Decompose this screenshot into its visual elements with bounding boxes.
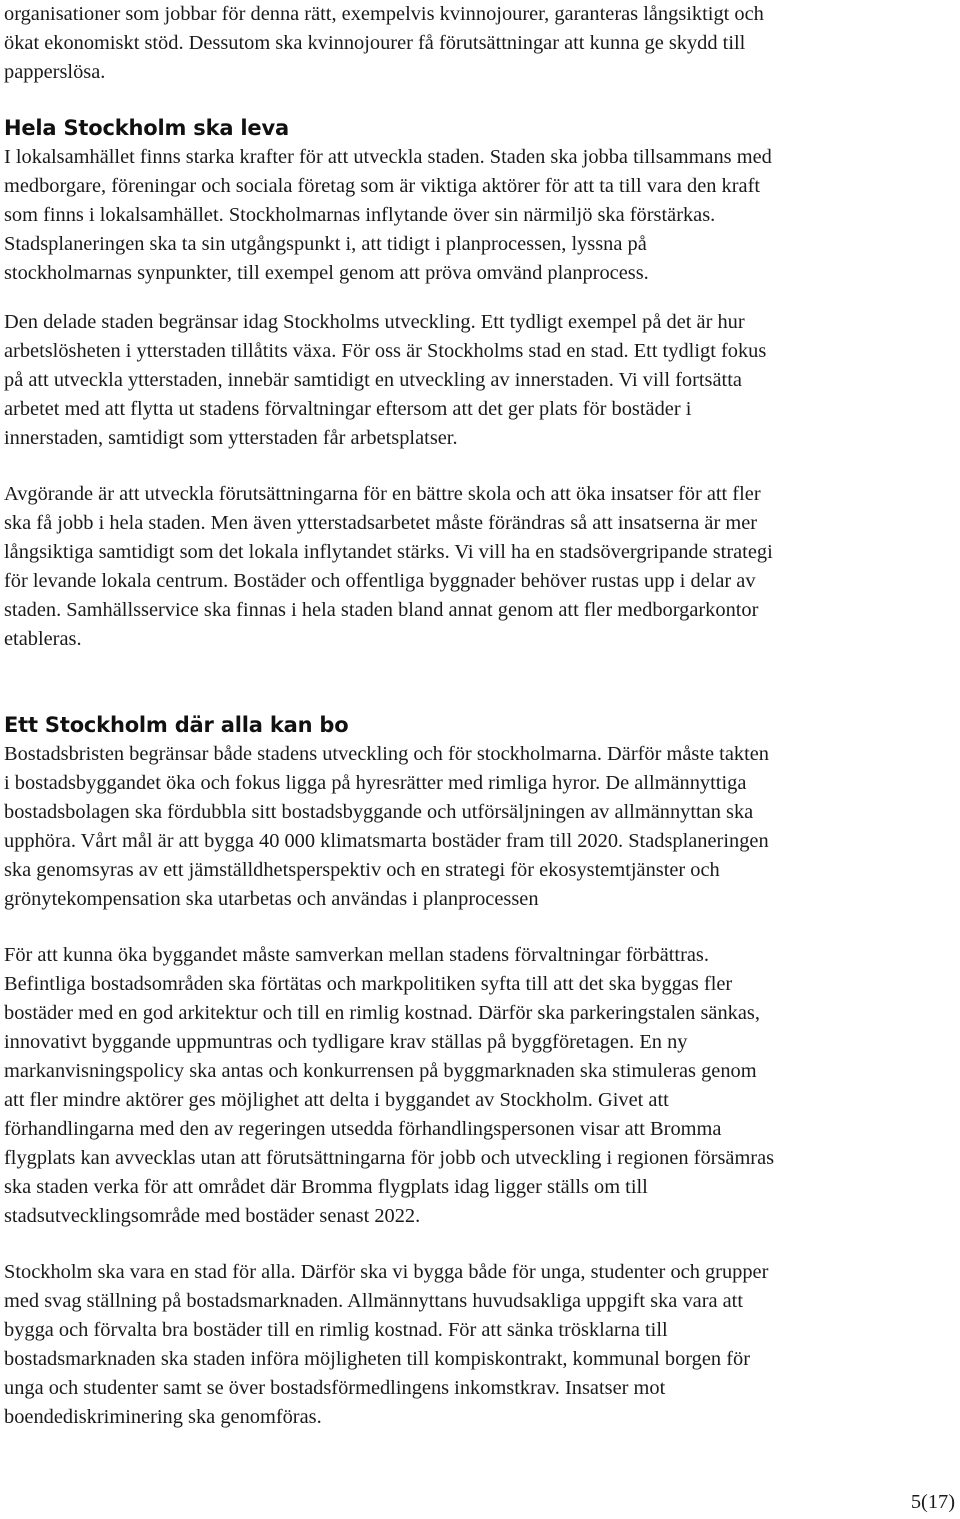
text-line: i bostadsbyggandet öka och fokus ligga på hyresrätter med rimliga hyror. De allmännyttiga: [4, 772, 747, 794]
text-line: bygga och förvalta bra bostäder till en rimlig kostnad. För att sänka trösklarna till: [4, 1319, 668, 1341]
text-line: organisationer som jobbar för denna rätt, exempelvis kvinnojourer, garanteras långsiktigt och: [4, 3, 764, 25]
heading-hela-stockholm: Hela Stockholm ska leva: [4, 116, 289, 140]
text-line: etableras.: [4, 628, 82, 650]
document-page: [4, 0, 960, 1432]
paragraph-spacer: [4, 288, 960, 308]
text-line: för levande lokala centrum. Bostäder och offentliga byggnader behöver rustas upp i delar av: [4, 570, 756, 592]
text-line: staden. Samhällsservice ska finnas i hela staden bland annat genom att fler medborgarkontor: [4, 599, 759, 621]
text-line: bostadsmarknaden ska staden införa möjligheten till kompiskontrakt, kommunal borgen för: [4, 1348, 751, 1370]
text-line: I lokalsamhället finns starka krafter för att utveckla staden. Staden ska jobba tillsammans med: [4, 146, 772, 168]
paragraph-stad-for-alla: [4, 1258, 960, 1432]
text-line: unga och studenter samt se över bostadsförmedlingens inkomstkrav. Insatser mot: [4, 1377, 666, 1399]
heading-ett-stockholm: Ett Stockholm där alla kan bo: [4, 713, 349, 737]
text-line: grönytekompensation ska utarbetas och användas i planprocessen: [4, 888, 539, 910]
text-line: flygplats kan avvecklas utan att förutsättningarna för jobb och utveckling i regionen försämras: [4, 1147, 775, 1169]
text-line: upphöra. Vårt mål är att bygga 40 000 klimatsmarta bostäder fram till 2020. Stadsplaneringen: [4, 830, 769, 852]
text-line: stockholmarnas synpunkter, till exempel genom att pröva omvänd planprocess.: [4, 262, 649, 284]
paragraph-spacer: [4, 1231, 960, 1258]
text-line: ska få jobb i hela staden. Men även ytterstadsarbetet måste förändras så att insatserna är mer: [4, 512, 758, 534]
text-line: boendediskriminering ska genomföras.: [4, 1406, 322, 1428]
text-line: Befintliga bostadsområden ska förtätas och markpolitiken syfta till att det ska byggas fler: [4, 973, 733, 995]
text-line: arbetslösheten i ytterstaden tillåtits växa. För oss är Stockholms stad en stad. Ett tydligt fokus: [4, 340, 767, 362]
text-line: på att utveckla ytterstaden, innebär samtidigt en utveckling av innerstaden. Vi vill fortsätta: [4, 369, 742, 391]
paragraph-bostadsbristen: [4, 740, 960, 914]
text-line: ska staden verka för att området där Bromma flygplats idag ligger ställs om till: [4, 1176, 648, 1198]
text-line: långsiktiga samtidigt som det lokala inflytandet stärks. Vi vill ha en stadsövergripande strategi: [4, 541, 773, 563]
text-line: papperslösa.: [4, 61, 106, 83]
text-line: att fler mindre aktörer ges möjlighet att delta i byggandet av Stockholm. Givet att: [4, 1089, 669, 1111]
intro-paragraph: [4, 0, 960, 87]
text-line: Bostadsbristen begränsar både stadens utveckling och för stockholmarna. Därför måste takten: [4, 743, 769, 765]
paragraph-spacer: [4, 654, 960, 711]
paragraph-spacer: [4, 87, 960, 114]
paragraph-delade-staden: [4, 308, 960, 453]
text-line: innerstaden, samtidigt som ytterstaden får arbetsplatser.: [4, 427, 458, 449]
text-line: ökat ekonomiskt stöd. Dessutom ska kvinnojourer få förutsättningar att kunna ge skydd till: [4, 32, 746, 54]
text-line: markanvisningspolicy ska antas och konkurrensen på byggmarknaden ska stimuleras genom: [4, 1060, 757, 1082]
text-line: förhandlingarna med den av regeringen utsedda förhandlingspersonen visar att Bromma: [4, 1118, 722, 1140]
text-line: Den delade staden begränsar idag Stockholms utveckling. Ett tydligt exempel på det är hur: [4, 311, 745, 333]
paragraph-spacer: [4, 453, 960, 480]
paragraph-avgorande: [4, 480, 960, 654]
text-line: arbetet med att flytta ut stadens förvaltningar eftersom att det ger plats för bostäder i: [4, 398, 692, 420]
text-line: För att kunna öka byggandet måste samverkan mellan stadens förvaltningar förbättras.: [4, 944, 709, 966]
text-line: innovativt byggande uppmuntras och tydligare krav ställas på byggföretagen. En ny: [4, 1031, 688, 1053]
text-line: bostadsbolagen ska fördubbla sitt bostadsbyggande och utförsäljningen av allmännyttan ska: [4, 801, 754, 823]
paragraph-byggandet: [4, 941, 960, 1231]
text-line: medborgare, föreningar och sociala företag som är viktiga aktörer för att ta till vara den kraft: [4, 175, 761, 197]
paragraph-spacer: [4, 914, 960, 941]
paragraph-lokalsamhallet: [4, 143, 960, 288]
text-line: som finns i lokalsamhället. Stockholmarnas inflytande över sin närmiljö ska förstärkas.: [4, 204, 716, 226]
page-number: 5(17): [910, 1491, 955, 1513]
text-line: Avgörande är att utveckla förutsättningarna för en bättre skola och att öka insatser för att fler: [4, 483, 761, 505]
text-line: Stadsplaneringen ska ta sin utgångspunkt i, att tidigt i planprocessen, lyssna på: [4, 233, 647, 255]
text-line: Stockholm ska vara en stad för alla. Därför ska vi bygga både för unga, studenter och grupper: [4, 1261, 769, 1283]
text-line: stadsutvecklingsområde med bostäder senast 2022.: [4, 1205, 421, 1227]
text-line: med svag ställning på bostadsmarknaden. Allmännyttans huvudsakliga uppgift ska vara att: [4, 1290, 744, 1312]
text-line: bostäder med en god arkitektur och till en rimlig kostnad. Därför ska parkeringstalen sänkas,: [4, 1002, 760, 1024]
text-line: ska genomsyras av ett jämställdhetsperspektiv och en strategi för ekosystemtjänster och: [4, 859, 720, 881]
